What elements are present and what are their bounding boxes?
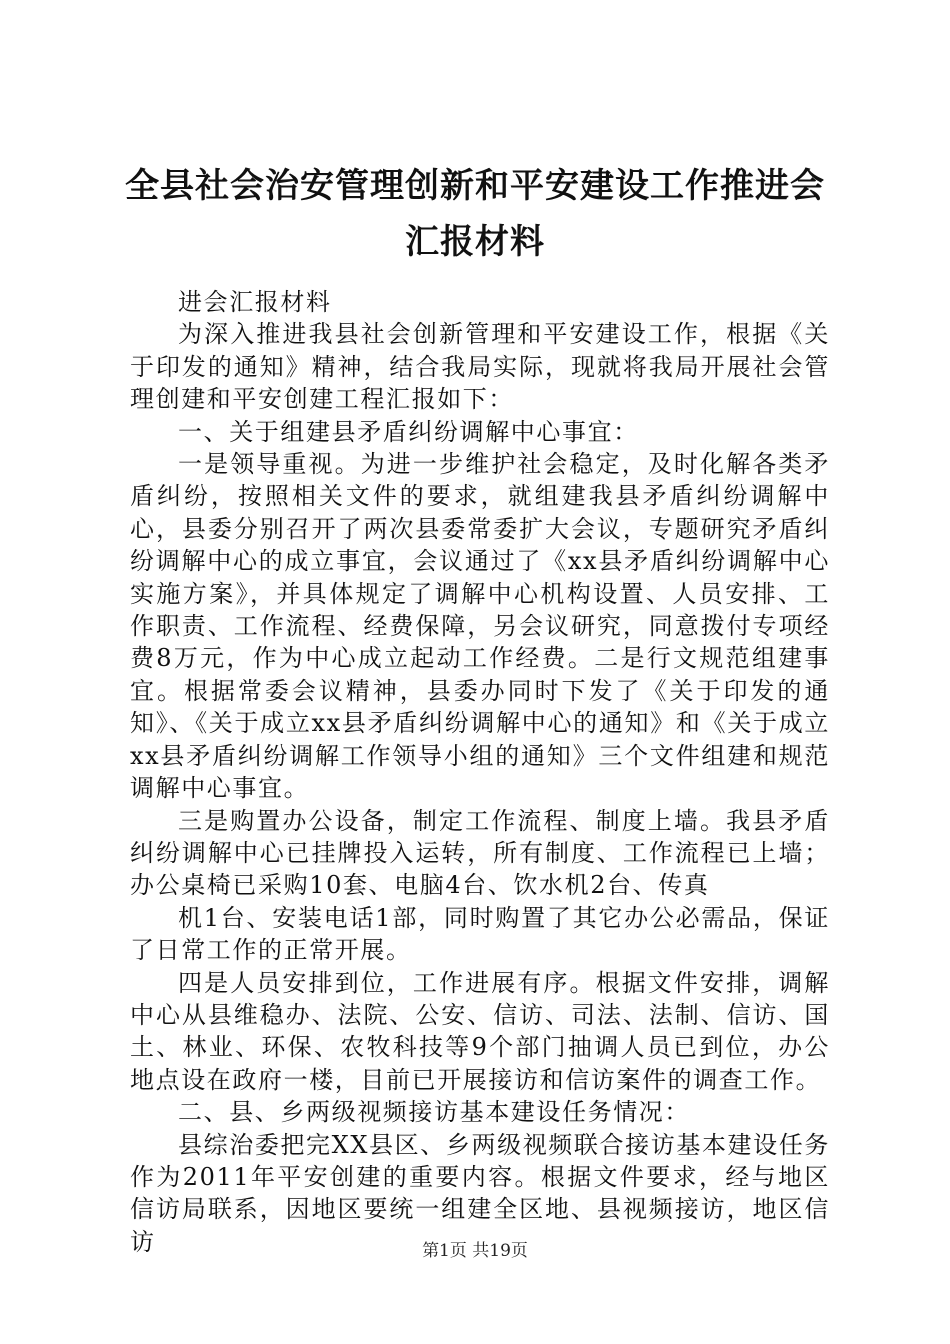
paragraph-equipment-cont: 机1台、安装电话1部，同时购置了其它办公必需品，保证了日常工作的正常开展。 xyxy=(130,903,830,965)
paragraph-video-visits: 县综治委把完XX县区、乡两级视频联合接访基本建设任务作为2011年平安创建的重要内容。根据文件要求，经与地区信访局联系，因地区要统一组建全区地、县视频接访，地区信访 xyxy=(130,1130,830,1256)
paragraph-subtitle: 进会汇报材料 xyxy=(178,288,332,316)
section-heading-1: 一、关于组建县矛盾纠纷调解中心事宜： xyxy=(178,417,639,446)
section-heading-2: 二、县、乡两级视频接访基本建设任务情况： xyxy=(178,1098,690,1127)
paragraph-intro: 为深入推进我县社会创新管理和平安建设工作，根据《关于印发的通知》精神，结合我局实际，现就将我局开展社会管理创建和平安创建工程汇报如下： xyxy=(130,320,830,414)
document-body xyxy=(130,286,830,1258)
document-title-line-1: 全县社会治安管理创新和平安建设工作推进会 xyxy=(125,166,825,206)
paragraph-staffing: 四是人员安排到位，工作进展有序。根据文件安排，调解中心从县维稳办、法院、公安、信访、司法、法制、信访、国土、林业、环保、农牧科技等9个部门抽调人员已到位，办公地点设在政府一楼，目前已开展接访和信访案件的调查工作。 xyxy=(130,968,830,1094)
paragraph-equipment: 三是购置办公设备，制定工作流程、制度上墙。我县矛盾纠纷调解中心已挂牌投入运转，所有制度、工作流程已上墙；办公桌椅已采购10套、电脑4台、饮水机2台、传真 xyxy=(130,806,830,900)
document-title-line-2: 汇报材料 xyxy=(405,222,545,262)
page-number-footer: 第1页 共19页 xyxy=(422,1241,528,1261)
paragraph-leadership: 一是领导重视。为进一步维护社会稳定，及时化解各类矛盾纠纷，按照相关文件的要求，就组建我县矛盾纠纷调解中心，县委分别召开了两次县委常委扩大会议，专题研究矛盾纠纷调解中心的成立事宜，会议通过了《xx县矛盾纠纷调解中心实施方案》，并具体规定了调解中心机构设置、人员安排、工作职责、工作流程、经费保障，另会议研究，同意拨付专项经费8万元，作为中心成立起动工作经费。二是行文规范组建事宜。根据常委会议精神，县委办同时下发了《关于印发的通知》、《关于成立xx县矛盾纠纷调解中心的通知》和《关于成立xx县矛盾纠纷调解工作领导小组的通知》三个文件组建和规范调解中心事宜。 xyxy=(130,450,830,803)
